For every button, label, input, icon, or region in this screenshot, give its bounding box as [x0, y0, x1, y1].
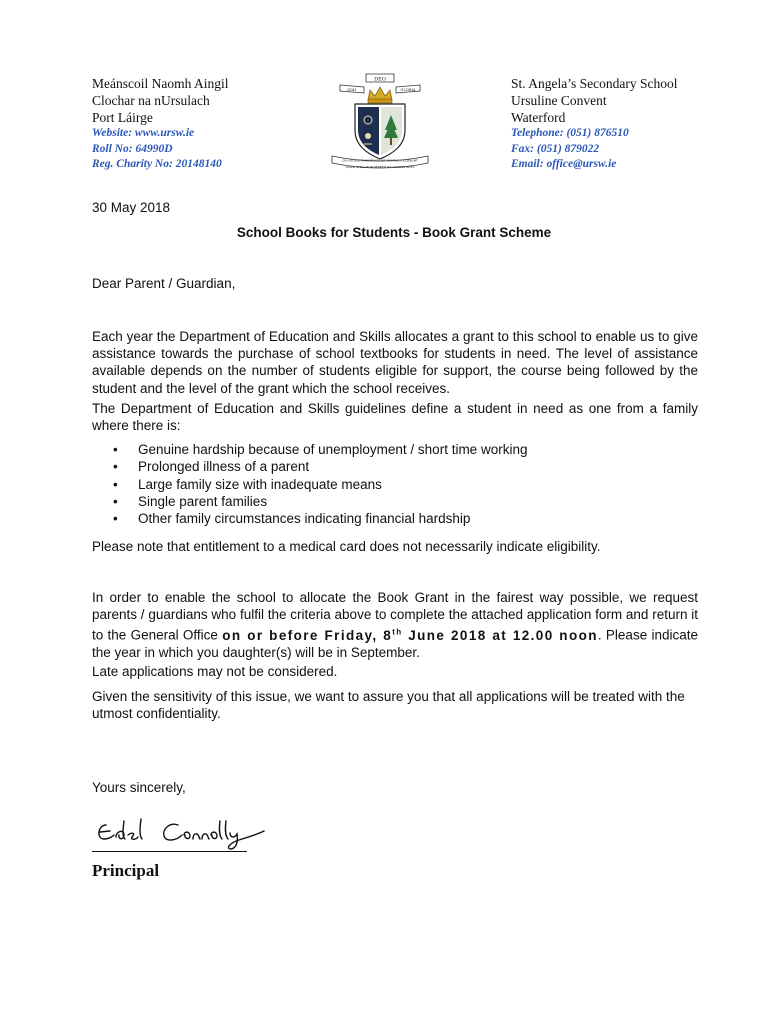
town-name-irish: Port Láirge [92, 110, 153, 125]
letter-subject: School Books for Students - Book Grant Scheme [236, 225, 552, 240]
paragraph-medical-card: Please note that entitlement to a medical card does not necessarily indicate eligibility. [92, 539, 601, 554]
salutation: Dear Parent / Guardian, [92, 276, 236, 291]
svg-text:GLORIA: GLORIA [400, 88, 416, 92]
roll-number: Roll No: 64990D [92, 142, 173, 155]
svg-text:QUASI STELLAE IN PERPETUAS AET: QUASI STELLAE IN PERPETUAS AETERNITATES [345, 165, 415, 169]
website-text: Website: www.ursw.ie [92, 127, 195, 139]
school-english-address [511, 75, 677, 173]
convent-name-english: Ursuline Convent [511, 93, 607, 108]
list-item: • Single parent families [113, 493, 527, 510]
telephone-text: Telephone: (051) 876510 [511, 127, 629, 139]
list-item: • Prolonged illness of a parent [113, 458, 527, 475]
signatory-title: Principal [92, 861, 160, 880]
handwritten-signature [92, 815, 272, 853]
convent-name-irish: Clochar na nUrsulach [92, 93, 210, 108]
fax-text: Fax: (051) 879022 [511, 142, 600, 155]
list-item: • Genuine hardship because of unemployment / short time working [113, 441, 527, 458]
list-item: • Large family size with inadequate means [113, 476, 527, 493]
paragraph-intro: Each year the Department of Education and Skills allocates a grant to this school to enable us to give assistance towards the purchase of school textbooks for students in need. The level of assistance available depends on the number of students eligible for support, the course being followed by the student and the level of the grant which the school receives. [92, 329, 698, 396]
criteria-list [113, 441, 527, 527]
svg-text:QUI AD JUSTITIAM ERUDIUNT MULT: QUI AD JUSTITIAM ERUDIUNT MULTOS FULGEBUNT [342, 158, 418, 163]
svg-text:DEO: DEO [374, 76, 386, 83]
list-item: • Other family circumstances indicating financial hardship [113, 510, 527, 527]
charity-number: Reg. Charity No: 20148140 [92, 158, 222, 170]
letter-date: 30 May 2018 [92, 200, 171, 215]
paragraph-application: In order to enable the school to allocate the Book Grant in the fairest way possible, we request parents / guardians who fulfil the criteria above to complete the attached application form and return it to the General Office on or before Friday, 8th June 2018 at 12.00 noon. Please indicate the year in which you daughter(s) will be in September. [92, 590, 699, 661]
school-irish-address [92, 75, 228, 173]
paragraph-guidelines: The Department of Education and Skills guidelines define a student in need as one from a family where there is: [92, 401, 698, 434]
paragraph-late-applications: Late applications may not be considered. [92, 664, 338, 679]
svg-text:SOLI: SOLI [347, 88, 357, 92]
paragraph-confidentiality: Given the sensitivity of this issue, we want to assure you that all applications will be treated with the utmost confidentiality. [92, 689, 685, 722]
deadline-text: on or before Friday, 8th June 2018 at 12.00 noon [222, 627, 598, 643]
signature-line [92, 851, 247, 852]
school-crest-logo [328, 70, 432, 172]
closing-text: Yours sincerely, [92, 780, 186, 795]
email-text: Email: office@ursw.ie [511, 158, 617, 170]
school-name-english: St. Angela’s Secondary School [511, 76, 678, 91]
town-name-english: Waterford [511, 110, 566, 125]
school-name-irish: Meánscoil Naomh Aingil [92, 76, 229, 91]
